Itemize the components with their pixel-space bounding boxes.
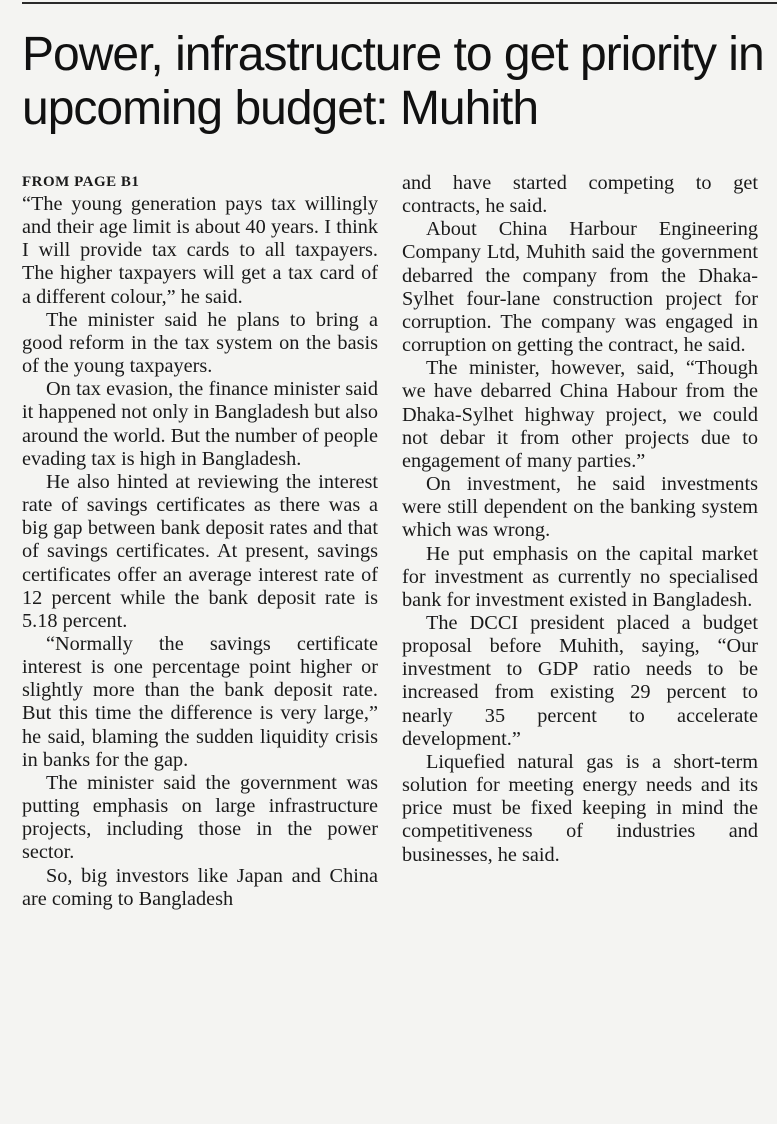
paragraph: He also hinted at reviewing the interest rate of savings certificates as there was a big gap between bank deposit rates and that of savings certificates. At present, savings certificates offer an average interest rate of 12 percent while the bank deposit rate is 5.18 percent. <box>22 470 378 632</box>
paragraph: The DCCI president placed a budget proposal before Muhith, saying, “Our investment to GDP ratio needs to be increased from existing 29 percent to nearly 35 percent to accelerate development.” <box>402 611 758 750</box>
paragraph: He put emphasis on the capital market for investment as currently no specialised bank for investment existed in Bangladesh. <box>402 542 758 611</box>
dateline: FROM PAGE B1 <box>22 174 140 190</box>
paragraph: The minister said he plans to bring a good reform in the tax system on the basis of the young taxpayers. <box>22 308 378 378</box>
paragraph: “The young generation pays tax willingly and their age limit is about 40 years. I think I will provide tax cards to all taxpayers. The higher taxpayers will get a tax card of a different colour,” he said. <box>22 193 378 308</box>
paragraph: On tax evasion, the finance minister said it happened not only in Bangladesh but also around the world. But the number of people evading tax is high in Bangladesh. <box>22 378 378 470</box>
paragraph: “Normally the savings certificate interest is one percentage point higher or slightly more than the bank deposit rate. But this time the difference is very large,” he said, blaming the sudden liquidity crisis in banks for the gap. <box>22 632 378 771</box>
paragraph: The minister said the government was putting emphasis on large infrastructure projects, including those in the power sector. <box>22 771 378 864</box>
left-column <box>22 172 378 911</box>
paragraph: The minister, however, said, “Though we have debarred China Habour from the Dhaka-Sylhet highway project, we could not debar it from other projects due to engagement of many parties.” <box>402 357 758 472</box>
paragraph: About China Harbour Engineering Company Ltd, Muhith said the government debarred the company from the Dhaka-Sylhet four-lane construction project for corruption. The company was engaged in corruption on getting the contract, he said. <box>402 218 758 357</box>
paragraph: So, big investors like Japan and China are coming to Bangladesh <box>22 864 378 910</box>
headline: Power, infrastructure to get priority in upcoming budget: Muhith <box>22 28 764 135</box>
paragraph: and have started competing to get contracts, he said. <box>402 172 758 218</box>
paragraph: On investment, he said investments were still dependent on the banking system which was wrong. <box>402 473 758 542</box>
top-rule <box>22 2 777 4</box>
right-column <box>402 172 758 867</box>
paragraph: Liquefied natural gas is a short-term solution for meeting energy needs and its price must be fixed keeping in mind the competitiveness of industries and businesses, he said. <box>402 750 758 866</box>
